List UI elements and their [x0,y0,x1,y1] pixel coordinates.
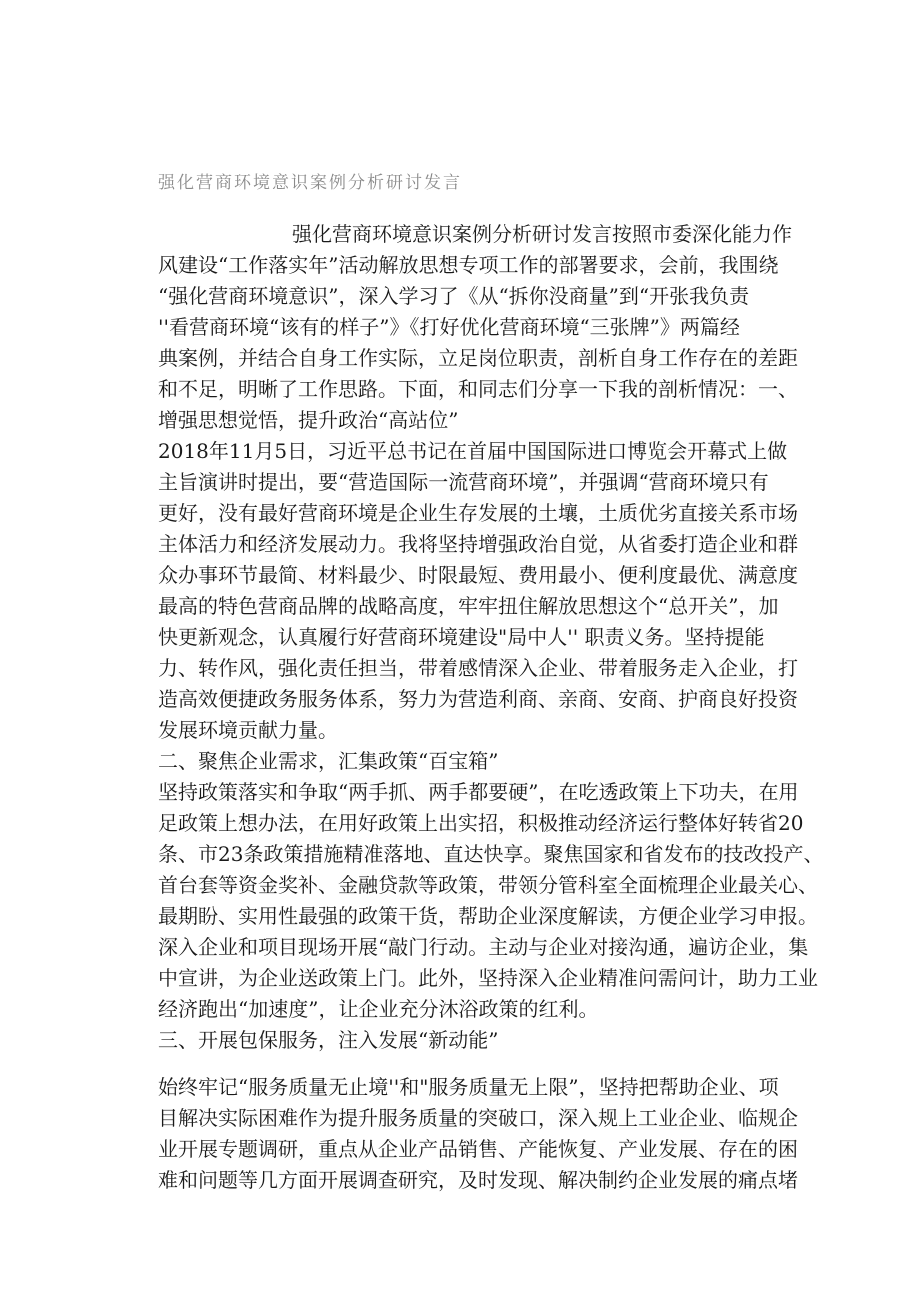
paragraph-line: 业开展专题调研，重点从企业产品销售、产能恢复、产业发展、存在的困 [158,1137,798,1161]
paragraph-line: 发展环境贡献力量。 [158,718,338,742]
section-heading-3: 三、开展包保服务，注入发展“新动能” [158,1028,499,1052]
paragraph-line: 2018年11月5日，习近平总书记在首届中国国际进口博览会开幕式上做 [158,439,788,463]
paragraph-line: 难和问题等几方面开展调查研究，及时发现、解决制约企业发展的痛点堵 [158,1168,798,1192]
paragraph-line: 众办事环节最简、材料最少、时限最短、费用最小、便利度最优、满意度 [158,563,798,587]
paragraph-line: 条、市23条政策措施精准落地、直达快享。聚焦国家和省发布的技改投产、 [158,842,824,866]
paragraph-line: 首台套等资金奖补、金融贷款等政策，带领分管科室全面梳理企业最关心、 [158,873,818,897]
paragraph-line: 主旨演讲时提出，要“营造国际一流营商环境”，并强调“营商环境只有 [158,470,769,494]
paragraph-line: 典案例，并结合自身工作实际，立足岗位职责，剖析自身工作存在的差距 [158,346,798,370]
paragraph-line: ''看营商环境“该有的样子”》《打好优化营商环境“三张牌”》两篇经 [158,315,740,339]
paragraph-line: 和不足，明晰了工作思路。下面，和同志们分享一下我的剖析情况：一、 [158,377,798,401]
paragraph-line: 造高效便捷政务服务体系，努力为营造利商、亲商、安商、护商良好投资 [158,687,798,711]
paragraph-line: 更好，没有最好营商环境是企业生存发展的土壤，土质优劣直接关系市场 [158,501,798,525]
paragraph-line: 足政策上想办法，在用好政策上出实招，积极推动经济运行整体好转省20 [158,811,804,835]
paragraph-line: 强化营商环境意识案例分析研讨发言按照市委深化能力作 [292,222,792,246]
paragraph-line: 深入企业和项目现场开展“敲门行动。主动与企业对接沟通，遍访企业，集 [158,935,809,959]
paragraph-line: 始终牢记“服务质量无止境''和"服务质量无上限”，坚持把帮助企业、项 [158,1075,779,1099]
paragraph-line: 中宣讲，为企业送政策上门。此外，坚持深入企业精准问需问计，助力工业 [158,966,818,990]
paragraph-line: 主体活力和经济发展动力。我将坚持增强政治自觉，从省委打造企业和群 [158,532,798,556]
paragraph-line: 坚持政策落实和争取“两手抓、两手都要硬”，在吃透政策上下功夫，在用 [158,780,799,804]
paragraph-line: 最期盼、实用性最强的政策干货，帮助企业深度解读，方便企业学习申报。 [158,904,818,928]
document-title: 强化营商环境意识案例分析研讨发言 [158,173,462,193]
paragraph-line: 最高的特色营商品牌的战略高度，牢牢扭住解放思想这个“总开关”，加 [158,594,779,618]
document-body [158,219,824,1196]
paragraph-gap [158,1056,770,1072]
paragraph-line: 力、转作风，强化责任担当，带着感情深入企业、带着服务走入企业，打 [158,656,798,680]
paragraph-line: 快更新观念，认真履行好营商环境建设"局中人'' 职责义务。坚持提能 [158,625,765,649]
paragraph-line: 目解决实际困难作为提升服务质量的突破口，深入规上工业企业、临规企 [158,1106,798,1130]
paragraph-line: 风建设“工作落实年”活动解放思想专项工作的部署要求，会前，我围绕 [158,253,779,277]
section-heading-1: 增强思想觉悟，提升政治“高站位” [158,408,459,432]
paragraph-line: “强化营商环境意识”，深入学习了《从“拆你没商量”到“开张我负责 [158,284,750,308]
paragraph-line: 经济跑出“加速度”，让企业充分沐浴政策的红利。 [158,997,599,1021]
section-heading-2: 二、聚焦企业需求，汇集政策“百宝箱” [158,749,499,773]
